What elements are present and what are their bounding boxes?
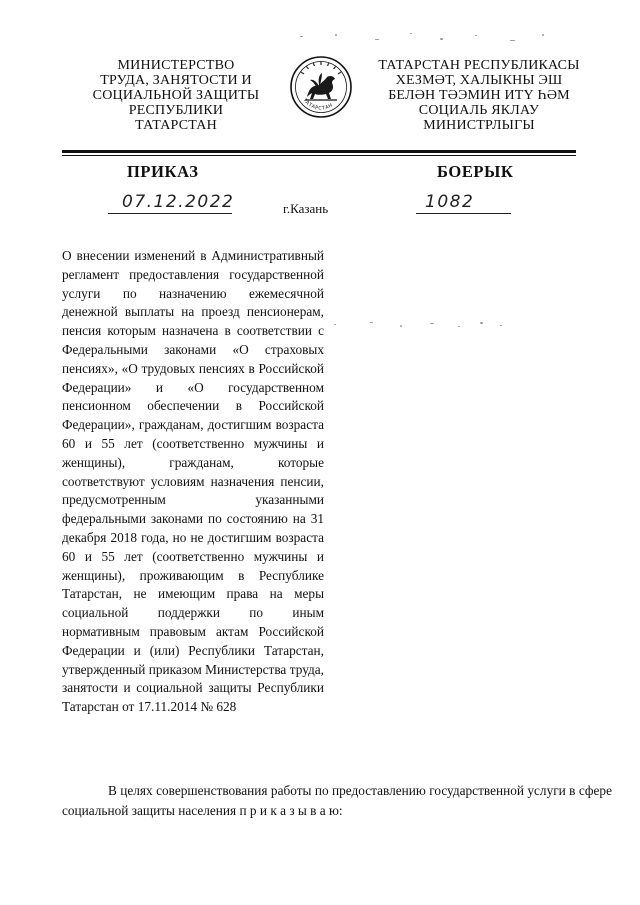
document-type-tatar: БОЕРЫК bbox=[437, 162, 514, 181]
emblem-caption: ТАТАРСТАН bbox=[301, 98, 335, 112]
number-underline bbox=[416, 213, 511, 214]
ministry-ru-line: РЕСПУБЛИКИ bbox=[128, 103, 224, 118]
scan-noise-middle bbox=[330, 318, 510, 332]
date-underline bbox=[108, 213, 232, 214]
ministry-name-tatar bbox=[366, 58, 592, 133]
header-divider-thin bbox=[62, 155, 576, 156]
document-type-russian: ПРИКАЗ bbox=[127, 162, 199, 181]
ministry-tt-line: ХЕЗМӘТ, ХАЛЫКНЫ ЭШ bbox=[395, 73, 563, 88]
ministry-name-russian bbox=[60, 58, 292, 133]
ministry-tt-line: МИНИСТРЛЫГЫ bbox=[423, 118, 535, 133]
ministry-ru-line: МИНИСТЕРСТВО bbox=[117, 58, 235, 73]
ministry-tt-line: СОЦИАЛЬ ЯКЛАУ bbox=[418, 103, 540, 118]
header-divider-thick bbox=[62, 150, 576, 153]
document-number: 1082 bbox=[425, 192, 475, 212]
ministry-ru-line: ТАТАРСТАН bbox=[135, 118, 217, 133]
document-subject: О внесении изменений в Административный регламент предоставления государственной услуги по назначению ежемесячной денежной выплаты на проезд пенсионерам, пенсия которым назначена в соответствии с Федеральными законами «О страховых пенсиях», «О трудовых пенсиях в Российской Федерации» и «О государственном пенсионном обеспечении в Российской Федерации», гражданам, достигшим возраста 60 и 55 лет (соответственно мужчины и женщины), гражданам, которые соответствуют условиям назначения пенсии, предусмотренным указанными федеральными законами по состоянию на 31 декабря 2018 года, но не достигшим возраста 60 и 55 лет (соответственно мужчины и женщины), проживающим в Республике Татарстан, не имеющим права на меры социальной поддержки по иным нормативным правовым актам Российской Федерации и (или) Республики Татарстан, утвержденный приказом Министерства труда, занятости и социальной защиты Республики Татарстан от 17.11.2014 № 628 bbox=[62, 248, 324, 715]
tatarstan-emblem-icon bbox=[289, 55, 353, 119]
ministry-ru-line: СОЦИАЛЬНОЙ ЗАЩИТЫ bbox=[92, 88, 260, 103]
document-city: г.Казань bbox=[283, 201, 329, 216]
scan-noise-top bbox=[280, 30, 580, 50]
ministry-ru-line: ТРУДА, ЗАНЯТОСТИ И bbox=[100, 73, 252, 88]
ministry-tt-line: БЕЛӘН ТӘЭМИН ИТҮ ҺӘМ bbox=[388, 88, 570, 103]
ministry-tt-line: ТАТАРСТАН РЕСПУБЛИКАСЫ bbox=[378, 58, 580, 73]
document-body-paragraph: В целях совершенствования работы по предоставлению государственной услуги в сфере социальной защиты населения п р и к а з ы в а ю: bbox=[62, 783, 612, 818]
document-date: 07.12.2022 bbox=[122, 192, 235, 212]
